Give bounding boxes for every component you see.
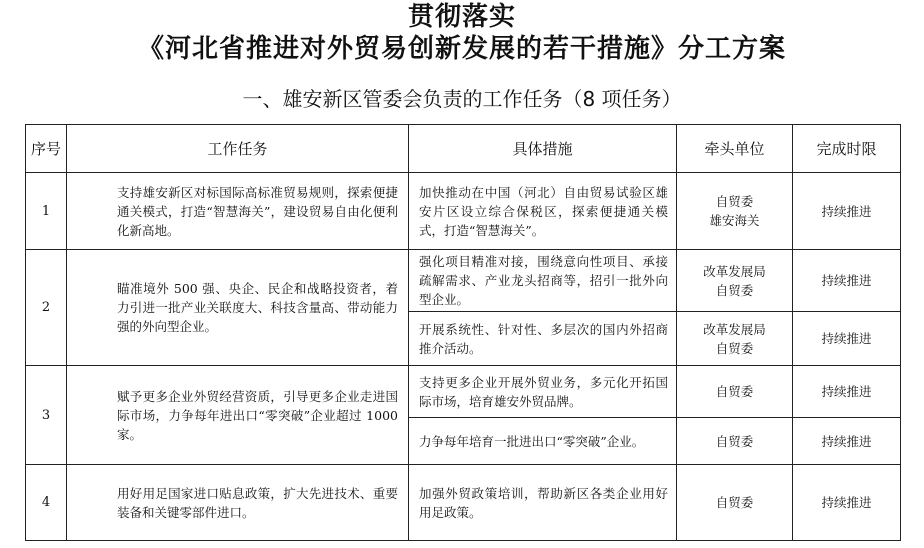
row-measure: 支持更多企业开展外贸业务，多元化开拓国际市场，培育雄安外贸品牌。 xyxy=(409,366,677,418)
header-seq: 序号 xyxy=(26,125,67,173)
row-task: 支持雄安新区对标国际高标准贸易规则，探索便捷通关模式，打造“智慧海关”，建设贸易自由化便利化新高地。 xyxy=(67,173,409,250)
table-row xyxy=(26,250,901,312)
document-title-line2: 《河北省推进对外贸易创新发展的若干措施》分工方案 xyxy=(137,34,786,64)
row-task: 瞄准境外 500 强、央企、民企和战略投资者，着力引进一批产业关联度大、科技含量高、带动能力强的外向型企业。 xyxy=(67,250,409,366)
task-table xyxy=(25,124,901,541)
row-deadline: 持续推进 xyxy=(793,366,901,418)
lead-unit-name: 自贸委 xyxy=(715,340,754,356)
header-deadline: 完成时限 xyxy=(793,125,901,173)
row-seq: 3 xyxy=(26,366,67,465)
row-deadline: 持续推进 xyxy=(793,312,901,366)
row-measure: 力争每年培育一批进出口“零突破”企业。 xyxy=(409,418,677,465)
table-row xyxy=(26,173,901,250)
row-deadline: 持续推进 xyxy=(793,250,901,312)
section-subtitle: 一、雄安新区管委会负责的工作任务（8 项任务） xyxy=(242,87,682,111)
lead-unit-name: 自贸委 xyxy=(715,433,754,449)
header-measure: 具体措施 xyxy=(409,125,677,173)
lead-unit-name: 改革发展局 xyxy=(703,321,766,337)
row-task: 赋予更多企业外贸经营资质，引导更多企业走进国际市场，力争每年进出口“零突破”企业超过 1000 家。 xyxy=(67,366,409,465)
document-title-line1: 贯彻落实 xyxy=(407,2,516,32)
row-measure: 加快推动在中国（河北）自由贸易试验区雄安片区设立综合保税区，探索便捷通关模式，打造“智慧海关”。 xyxy=(409,173,677,250)
row-lead-unit xyxy=(677,366,793,418)
row-deadline: 持续推进 xyxy=(793,418,901,465)
header-task: 工作任务 xyxy=(67,125,409,173)
table-row xyxy=(26,366,901,418)
table-header-row xyxy=(26,125,901,173)
row-task: 用好用足国家进口贴息政策，扩大先进技术、重要装备和关键零部件进口。 xyxy=(67,465,409,541)
lead-unit-name: 改革发展局 xyxy=(703,263,766,279)
row-seq: 2 xyxy=(26,250,67,366)
lead-unit-name: 自贸委 xyxy=(715,194,754,209)
row-seq: 1 xyxy=(26,173,67,250)
row-seq: 4 xyxy=(26,465,67,541)
header-lead-unit: 牵头单位 xyxy=(677,125,793,173)
row-deadline: 持续推进 xyxy=(793,465,901,541)
row-lead-unit xyxy=(677,250,793,312)
row-measure: 强化项目精准对接，围绕意向性项目、承接疏解需求、产业龙头招商等，招引一批外向型企业。 xyxy=(409,250,677,312)
row-deadline: 持续推进 xyxy=(793,173,901,250)
row-measure: 开展系统性、针对性、多层次的国内外招商推介活动。 xyxy=(409,312,677,366)
row-lead-unit xyxy=(677,312,793,366)
lead-unit-name: 自贸委 xyxy=(715,495,754,510)
lead-unit-name: 自贸委 xyxy=(715,384,754,399)
row-lead-unit xyxy=(677,465,793,541)
lead-unit-name: 自贸委 xyxy=(715,282,754,298)
row-measure: 加强外贸政策培训，帮助新区各类企业用好用足政策。 xyxy=(409,465,677,541)
lead-unit-name: 雄安海关 xyxy=(709,213,760,228)
table-row xyxy=(26,465,901,541)
row-lead-unit xyxy=(677,173,793,250)
row-lead-unit xyxy=(677,418,793,465)
